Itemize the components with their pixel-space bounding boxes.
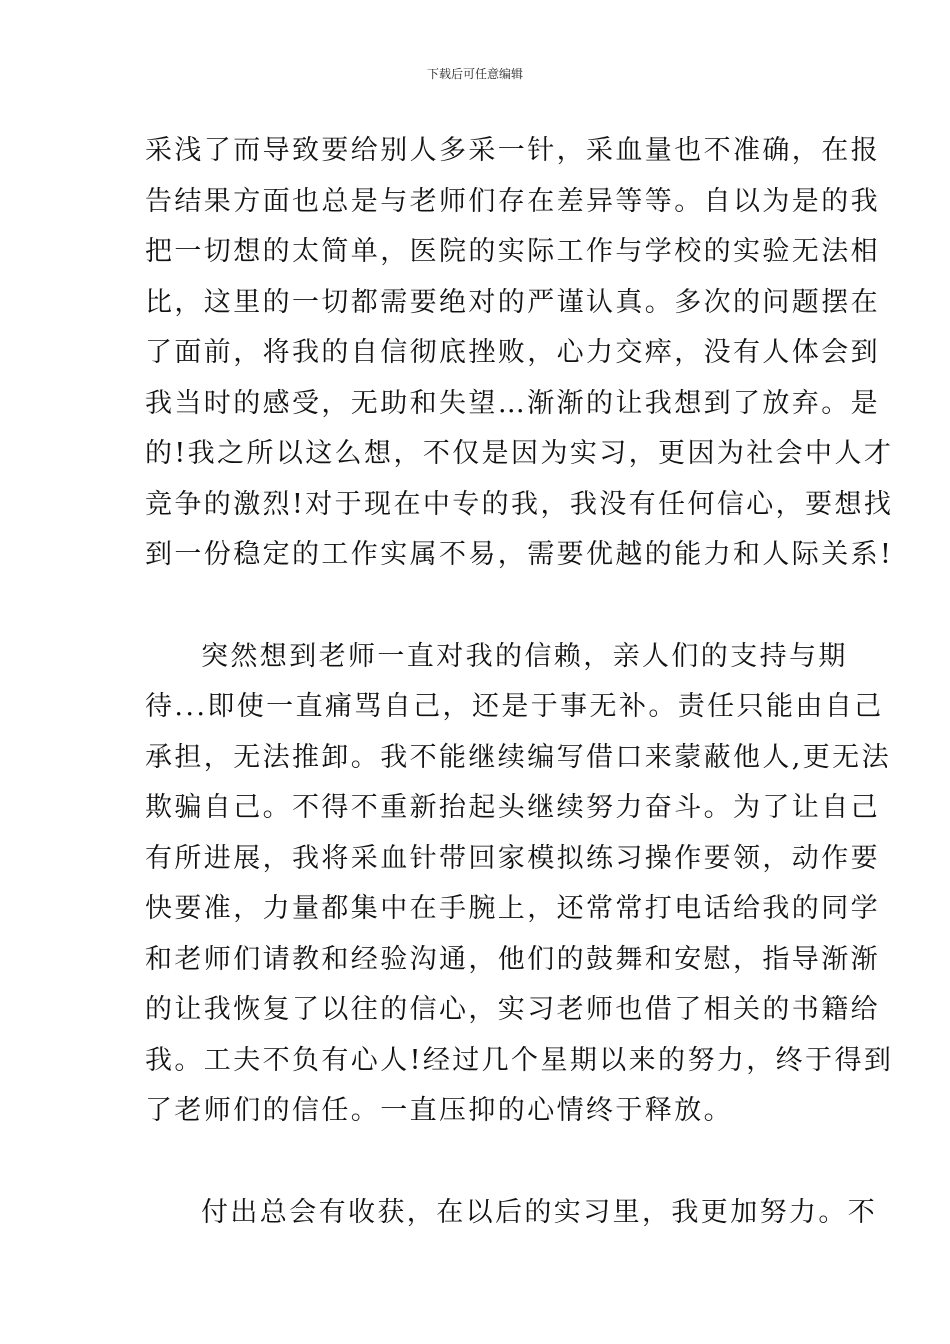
- text-line: 快要准，力量都集中在手腕上，还常常打电话给我的同学: [145, 893, 880, 924]
- text-line: 竞争的激烈!对于现在中专的我，我没有任何信心，要想找: [145, 488, 894, 520]
- text-line: 突然想到老师一直对我的信赖，亲人们的支持与期: [201, 640, 848, 672]
- text-line: 了老师们的信任。一直压抑的心情终于释放。: [145, 1095, 733, 1126]
- paragraph-3: [145, 1188, 878, 1239]
- text-line: 我。工夫不负有心人!经过几个星期以来的努力，终于得到: [145, 1044, 894, 1076]
- text-line: 欺骗自己。不得不重新抬起头继续努力奋斗。为了让自己: [145, 792, 880, 823]
- text-line: 把一切想的太简单，医院的实际工作与学校的实验无法相: [145, 236, 880, 267]
- text-line: 我当时的感受，无助和失望…渐渐的让我想到了放弃。是: [145, 387, 880, 419]
- page-header: 下载后可任意编辑: [426, 67, 523, 81]
- document-body: [145, 126, 894, 1238]
- text-line: 到一份稳定的工作实属不易，需要优越的能力和人际关系!: [145, 539, 894, 570]
- text-line: 待...即使一直痛骂自己，还是于事无补。责任只能由自己: [145, 691, 884, 722]
- paragraph-spacer: [145, 1137, 810, 1188]
- text-line: 比，这里的一切都需要绝对的严谨认真。多次的问题摆在: [145, 286, 880, 318]
- paragraph-2: [145, 632, 894, 1137]
- text-line: 的让我恢复了以往的信心，实习老师也借了相关的书籍给: [145, 994, 880, 1025]
- text-line: 和老师们请教和经验沟通，他们的鼓舞和安慰，指导渐渐: [145, 943, 880, 975]
- text-line: 采浅了而导致要给别人多采一针，采血量也不准确，在报: [145, 135, 880, 166]
- text-line: 了面前，将我的自信彻底挫败，心力交瘁，没有人体会到: [145, 337, 880, 368]
- text-line: 付出总会有收获，在以后的实习里，我更加努力。不: [201, 1196, 878, 1228]
- paragraph-1: [145, 126, 894, 581]
- text-line: 有所进展，我将采血针带回家模拟练习操作要领，动作要: [145, 842, 880, 874]
- text-line: 的!我之所以这么想，不仅是因为实习，更因为社会中人才: [145, 438, 894, 469]
- text-line: 告结果方面也总是与老师们存在差异等等。自以为是的我: [145, 185, 880, 217]
- text-line: 承担，无法推卸。我不能继续编写借口来蒙蔽他人,更无法: [145, 741, 891, 773]
- paragraph-spacer: [145, 581, 810, 632]
